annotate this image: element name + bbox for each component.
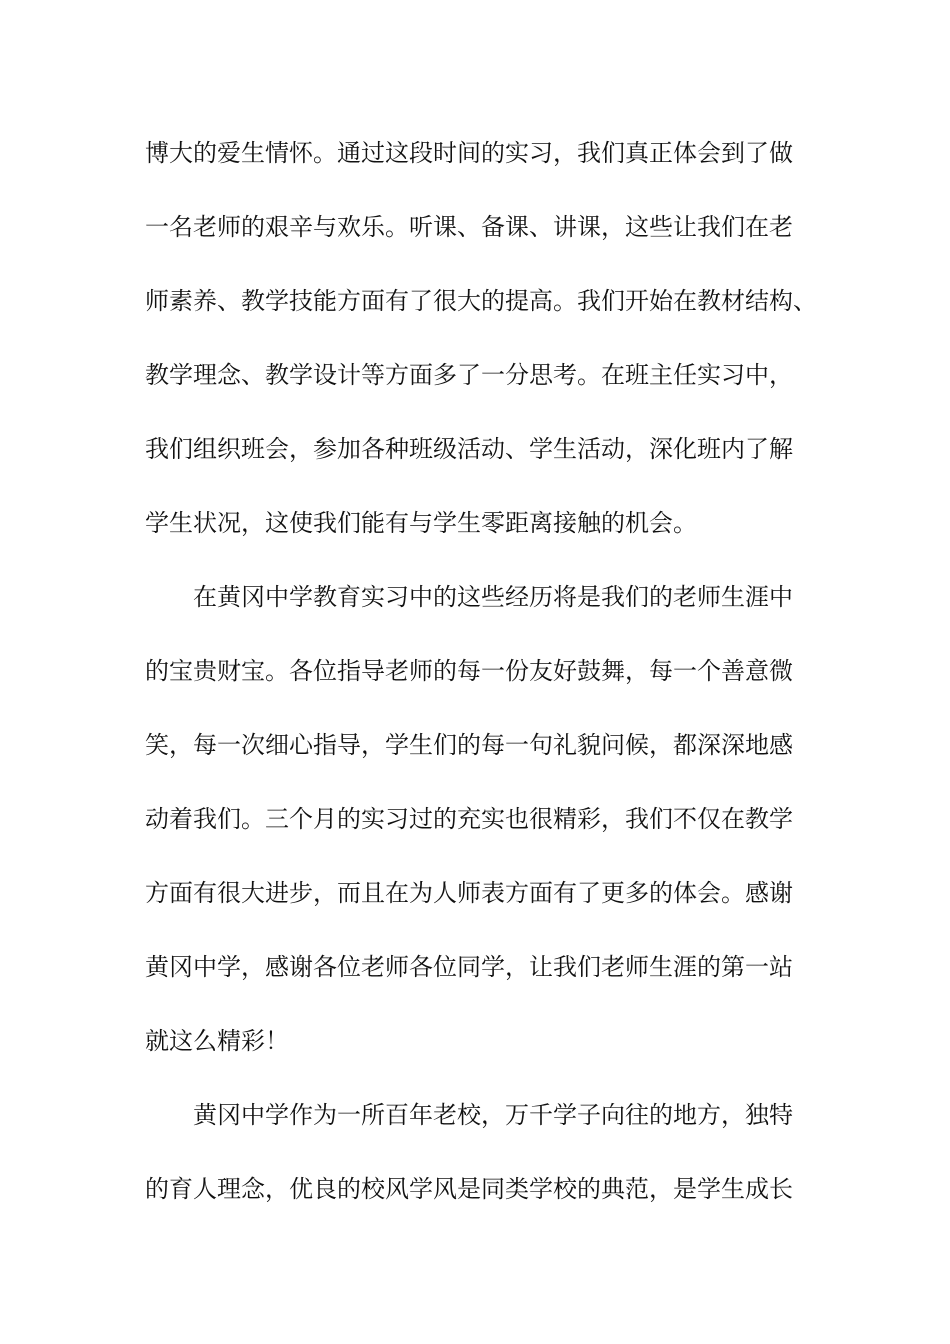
body-text xyxy=(145,128,825,1238)
text-line: 就这么精彩！ xyxy=(145,1027,289,1055)
text-line: 黄冈中学，感谢各位老师各位同学，让我们老师生涯的第一站 xyxy=(145,953,793,981)
text-line: 博大的爱生情怀。通过这段时间的实习，我们真正体会到了做 xyxy=(145,139,793,167)
paragraph-start-line: 黄冈中学作为一所百年老校，万千学子向往的地方，独特 xyxy=(193,1101,793,1129)
text-line: 笑，每一次细心指导，学生们的每一句礼貌问候，都深深地感 xyxy=(145,731,793,759)
text-line: 的育人理念，优良的校风学风是同类学校的典范，是学生成长 xyxy=(145,1175,793,1203)
text-line: 一名老师的艰辛与欢乐。听课、备课、讲课，这些让我们在老 xyxy=(145,213,793,241)
text-line: 方面有很大进步，而且在为人师表方面有了更多的体会。感谢 xyxy=(145,879,793,907)
paragraph-start-line: 在黄冈中学教育实习中的这些经历将是我们的老师生涯中 xyxy=(193,583,793,611)
text-line: 的宝贵财宝。各位指导老师的每一份友好鼓舞，每一个善意微 xyxy=(145,657,793,685)
text-line: 教学理念、教学设计等方面多了一分思考。在班主任实习中， xyxy=(145,361,793,389)
text-line: 学生状况，这使我们能有与学生零距离接触的机会。 xyxy=(145,509,697,537)
text-line: 师素养、教学技能方面有了很大的提高。我们开始在教材结构、 xyxy=(145,287,817,315)
text-line: 我们组织班会，参加各种班级活动、学生活动，深化班内了解 xyxy=(145,435,793,463)
text-line: 动着我们。三个月的实习过的充实也很精彩，我们不仅在教学 xyxy=(145,805,793,833)
